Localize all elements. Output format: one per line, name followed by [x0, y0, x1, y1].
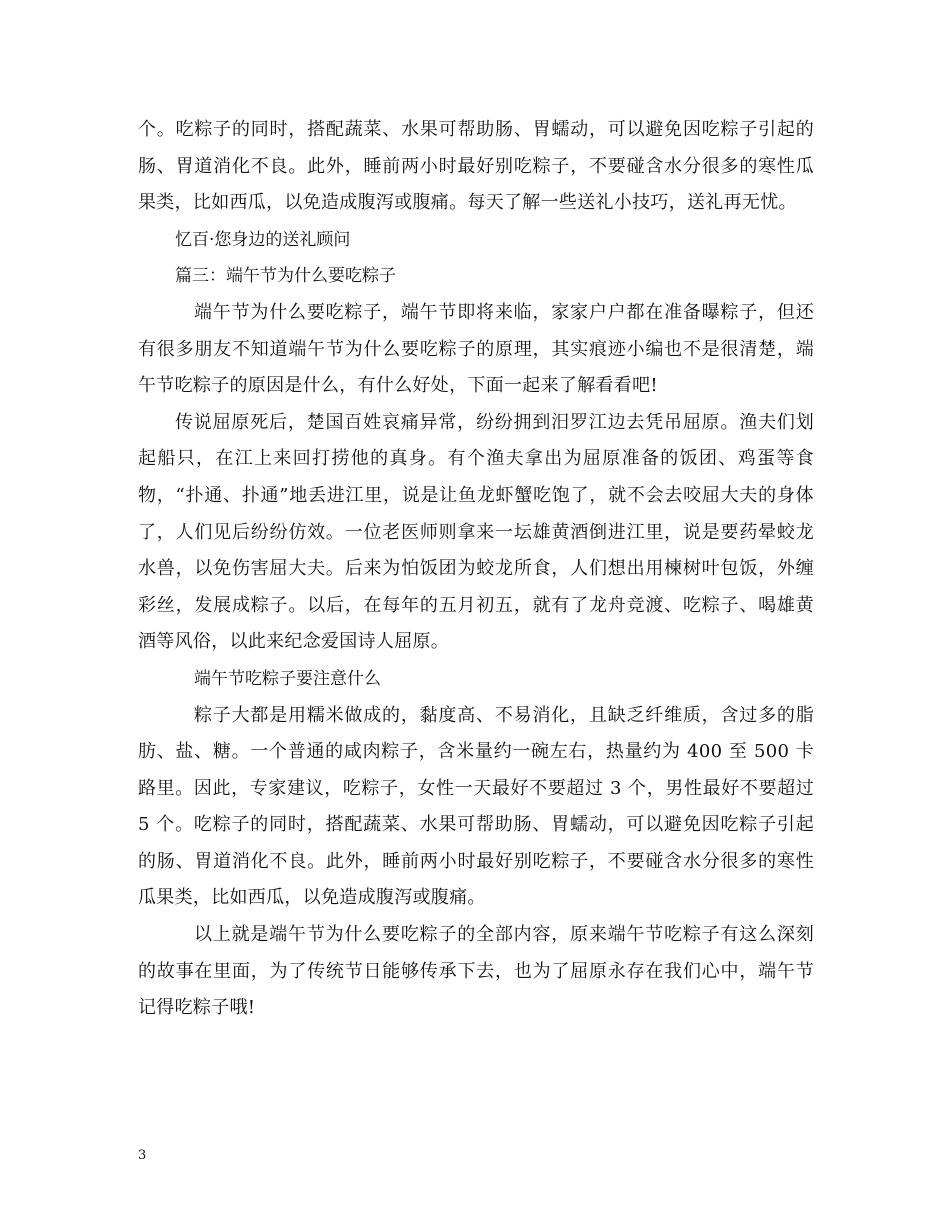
section-heading: 篇三：端午节为什么要吃粽子	[175, 266, 396, 287]
gift-advisor-line: 忆百·您身边的送礼顾问	[175, 229, 351, 250]
document-body	[138, 112, 814, 1027]
paragraph-intro: 端午节为什么要吃粽子，端午节即将来临，家家户户都在准备曝粽子，但还有很多朋友不知道端午节为什么要吃粽子的原理，其实痕迹小编也不是很清楚，端午节吃粽子的原因是什么，有什么好处，下面一起来了解看看吧!	[138, 301, 814, 397]
paragraph-continuation: 个。吃粽子的同时，搭配蔬菜、水果可帮助肠、胃蠕动，可以避免因吃粽子引起的肠、胃道消化不良。此外，睡前两小时最好别吃粽子，不要碰含水分很多的寒性瓜果类，比如西瓜，以免造成腹泻或腹痛。每天了解一些送礼小技巧，送礼再无忧。	[138, 119, 814, 214]
paragraph-legend: 传说屈原死后，楚国百姓哀痛异常，纷纷拥到汨罗江边去凭吊屈原。渔夫们划起船只，在江上来回打捞他的真身。有个渔夫拿出为屈原准备的饭团、鸡蛋等食物，“扑通、扑通”地丢进江里，说是让鱼龙虾蟹吃饱了，就不会去咬屈大夫的身体了，人们见后纷纷仿效。一位老医师则拿来一坛雄黄酒倒进江里，说是要药晕蛟龙水兽，以免伤害屈大夫。后来为怕饭团为蛟龙所食，人们想出用楝树叶包饭，外缠彩丝，发展成粽子。以后，在每年的五月初五，就有了龙舟竞渡、吃粽子、喝雄黄酒等风俗，以此来纪念爱国诗人屈原。	[138, 411, 814, 653]
subheading-precautions: 端午节吃粽子要注意什么	[194, 668, 381, 689]
page-number: 3	[138, 1148, 147, 1163]
paragraph-conclusion: 以上就是端午节为什么要吃粽子的全部内容，原来端午节吃粽子有这么深刻的故事在里面，为了传统节日能够传承下去，也为了屈原永存在我们心中，端午节记得吃粽子哦!	[138, 924, 814, 1019]
paragraph-precautions: 粽子大都是用糯米做成的，黏度高、不易消化，且缺乏纤维质，含过多的脂肪、盐、糖。一个普通的咸肉粽子，含米量约一碗左右，热量约为 400 至 500 卡路里。因此，专家建议，吃粽子，女性一天最好不要超过 3 个，男性最好不要超过 5 个。吃粽子的同时，搭配蔬菜、水果可帮助肠、胃蠕动，可以避免因吃粽子引起的肠、胃道消化不良。此外，睡前两小时最好别吃粽子，不要碰含水分很多的寒性瓜果类，比如西瓜，以免造成腹泻或腹痛。	[138, 704, 814, 909]
